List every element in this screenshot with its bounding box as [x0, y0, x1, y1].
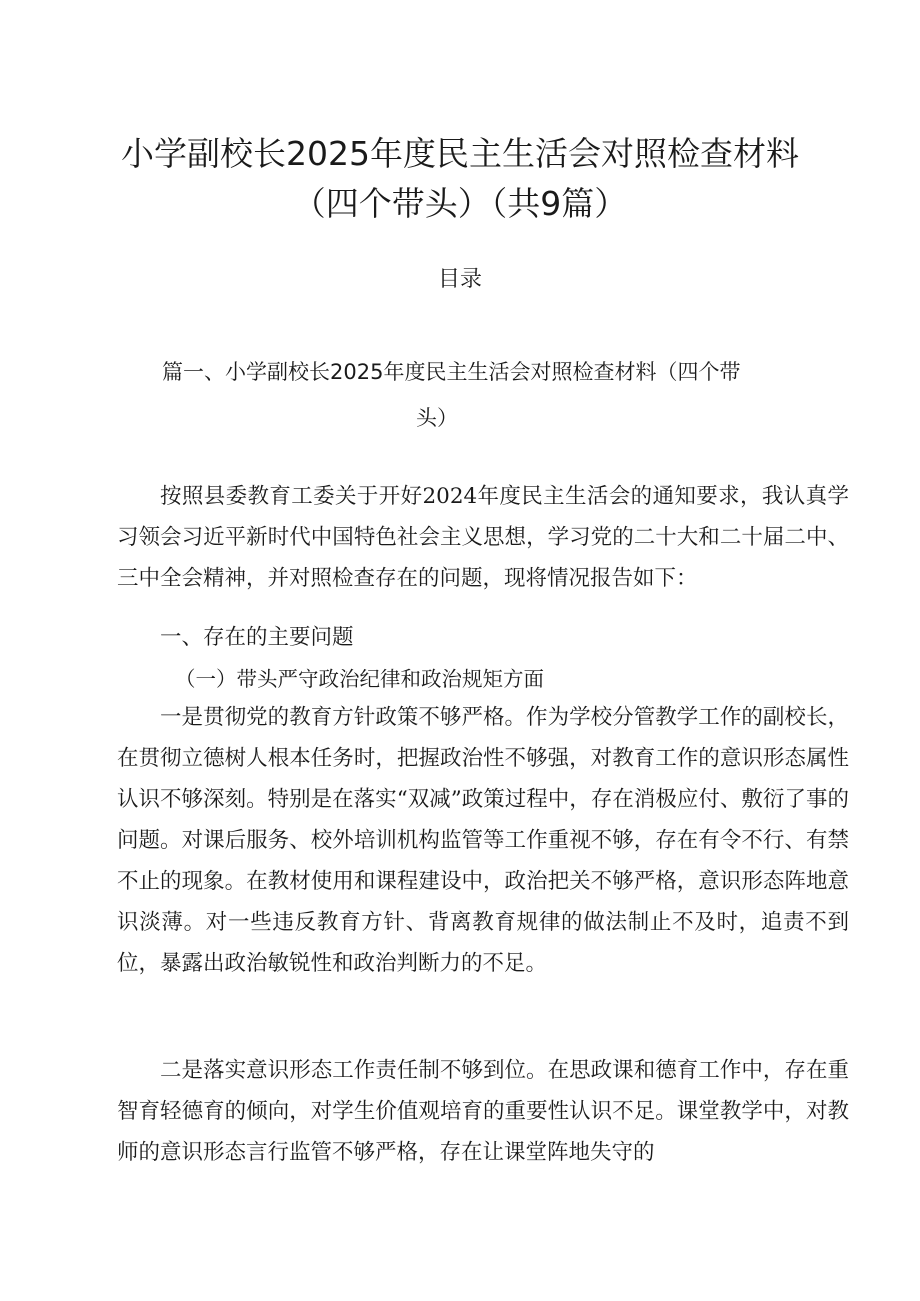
toc-entry-1-line-2[interactable]: 头） — [416, 406, 458, 430]
subsection-heading-1: （一）带头严守政治纪律和政治规矩方面 — [175, 667, 544, 691]
intro-paragraph: 按照县委教育工委关于开好2024年度民主生活会的通知要求，我认真学习领会习近平新时代中国特色社会主义思想，学习党的二十大和二十届二中、三中全会精神，并对照检查存在的问题，现将情况报告如下： — [117, 484, 849, 591]
toc-title: 目录 — [437, 267, 482, 292]
document-title-line-1: 小学副校长2025年度民主生活会对照检查材料 — [121, 134, 799, 173]
toc-entry-1-line-1[interactable]: 篇一、小学副校长2025年度民主生活会对照检查材料（四个带 — [162, 360, 741, 384]
body-paragraph-1: 一是贯彻党的教育方针政策不够严格。作为学校分管教学工作的副校长，在贯彻立德树人根本任务时，把握政治性不够强，对教育工作的意识形态属性认识不够深刻。特别是在落实“双减”政策过程中，存在消极应付、敷衍了事的问题。对课后服务、校外培训机构监管等工作重视不够，存在有令不行、有禁不止的现象。在教材使用和课程建设中，政治把关不够严格，意识形态阵地意识淡薄。对一些违反教育方针、背离教育规律的做法制止不及时，追责不到位，暴露出政治敏锐性和政治判断力的不足。 — [117, 705, 849, 976]
section-heading-1: 一、存在的主要问题 — [160, 625, 354, 650]
body-paragraph-2: 二是落实意识形态工作责任制不够到位。在思政课和德育工作中，存在重智育轻德育的倾向，对学生价值观培育的重要性认识不足。课堂教学中，对教师的意识形态言行监管不够严格，存在让课堂阵地失守的 — [117, 1058, 849, 1165]
document-title-line-2: （四个带头）（共9篇） — [292, 184, 628, 223]
